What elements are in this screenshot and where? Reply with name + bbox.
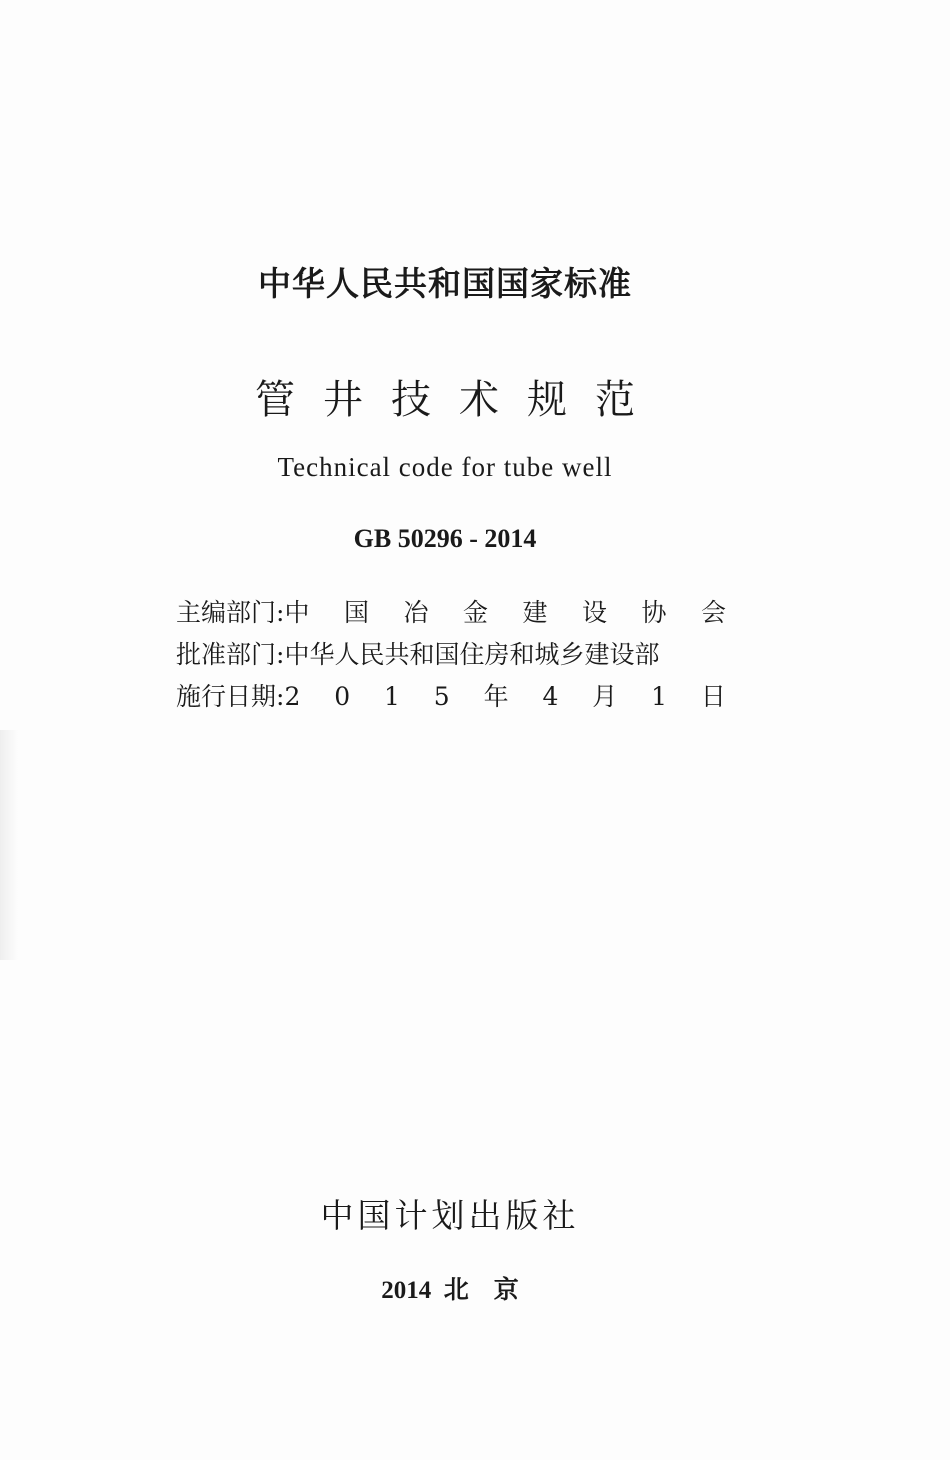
editor-label: 主编部门:: [176, 598, 285, 627]
document-title-en: Technical code for tube well: [277, 452, 613, 482]
date-char: 日: [700, 682, 726, 711]
date-char: 月: [592, 682, 618, 711]
editor-char: 中: [284, 598, 310, 627]
editor-char: 设: [581, 598, 607, 627]
date-char: 4: [542, 682, 559, 711]
date-char: 1: [384, 682, 400, 711]
editor-char: 冶: [403, 598, 429, 627]
date-char: 2: [284, 682, 301, 711]
approver-value: 中华人民共和国住房和城乡建设部: [284, 640, 660, 669]
editor-char: 协: [641, 598, 667, 627]
document-title-cn: 管井技术规范: [255, 377, 663, 423]
date-row: [176, 676, 736, 718]
approver-label: 批准部门:: [176, 640, 285, 669]
metadata-block: [176, 592, 736, 718]
editor-row: [176, 592, 736, 634]
editor-value: [284, 592, 736, 634]
editor-char: 会: [700, 598, 726, 627]
standard-type: 中华人民共和国国家标准: [258, 264, 632, 303]
date-char: 5: [433, 682, 450, 711]
date-char: 0: [334, 682, 351, 711]
date-value: [284, 676, 736, 718]
standard-code: GB 50296 - 2014: [353, 524, 537, 553]
publisher-name: 中国计划出版社: [320, 1196, 580, 1235]
approver-row: [176, 634, 736, 676]
date-char: 年: [483, 682, 509, 711]
editor-char: 金: [462, 598, 488, 627]
editor-char: 国: [343, 598, 369, 627]
date-label: 施行日期:: [176, 682, 285, 711]
editor-char: 建: [522, 598, 548, 627]
publication-year-place: 2014 北 京: [381, 1277, 519, 1304]
scan-edge-shadow: [0, 730, 18, 960]
date-char: 1: [651, 682, 668, 711]
